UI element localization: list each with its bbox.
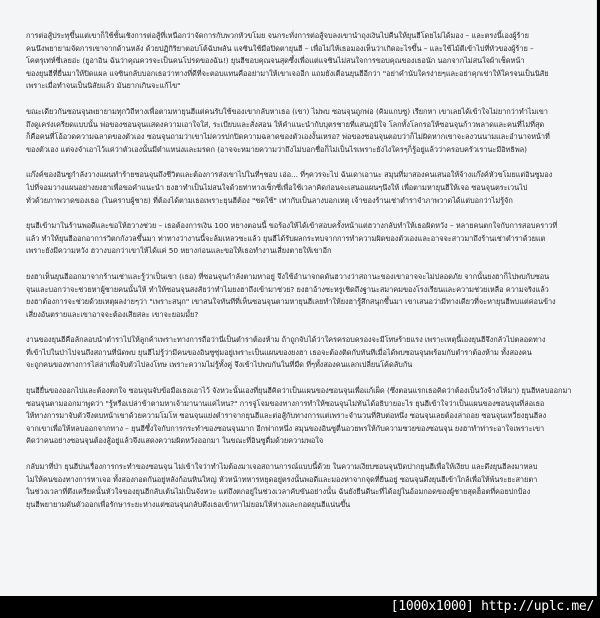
- text-line: ขณะเดียวกันซอนจุนพยายามทุกวิถีทางเพื่อตามหายุนฮีแต่คนรับใช้ของเขากลับหาเธอ (เขา) ไม่พบ ซอนจุนถูกพ่อ (คิมแกบซู) เรียกหา เขาเลยได้เข้าใจไม่ยากว่าทำไมเขา: [26, 106, 548, 116]
- text-line: คนนึงพยายามจัดการเขาจากด้านหลัง ด้วยปฏิกิริยาตอบโต้ฉับพลัน แจซินใช้มือปิดตายุนฮี – เพื่อไม่ให้เธอมองเห็นว่าเกิดอะไรขึ้น – และใช้ไม้ตีเข้าไปที่หัวของผู้ร้าย –: [26, 43, 534, 53]
- text-line: กลับมาที่ป่า ยุนฮีบ่นเรื่องการกระทำของซอนจุน ไม่เข้าใจว่าทำไมต้องมาเจอสถานการณ์แบบนี้ด้วย ในความเงียบซอนจุนปิดปากยุนฮีเพื่อให้เงียบ และดึงยุนฮีลงมาหลบ: [26, 462, 538, 472]
- paragraph-7: [26, 385, 582, 448]
- text-line: แล้ว ทำให้ยุนฮีออกอาการวิตกกังวลขึ้นมา ท่าทางว่างานนี้จะล้มเหลวซะแล้ว ยุนฮีได้รับผลกระทบจากการทำความผิดของตัวเองและอาจจะสาวมาถึงร้านเช่าตำราด้วยแต: [26, 233, 546, 243]
- text-line: งานของยุนฮีคือลักลอบนำตำราไปให้ลูกค้าเพราะทางการถือว่านี่เป็นตำราต้องห้าม ถ้าถูกจับได้ว่าใครครอบครองจะมีโทษร้ายแรง เพราะเหตุนี้เองยุนฮีจึงกลัวไปตลอดทาง: [26, 335, 546, 345]
- text-line: ทั่วด้วยภาพวาดของเธอ (ในคราบผู้ชาย) ที่ต้องได้ตามเธอเพราะยุนฮีต้อง "ชดใช้" เท่ากับเป็นลางบอกเหตุ เจ้าของร้านเช่าตำราจำภาพวาดได้แต่บอกว่าไม่รู้จัก: [26, 195, 513, 205]
- text-line: ยุนฮีเข้ามาในร้านพอดีและขอให้ฮวางช่วย – เธอต้องการเงิน 100 หยางตอนนี้ ขอร้องให้ได้เข้าสอบครั้งหน้าแต่ฮวางกลับทำให้เธอผิดหวัง – หลายคนตกใจกับการสอบคราวที่: [26, 221, 558, 231]
- paragraph-8: [26, 461, 582, 511]
- paragraph-1: [26, 30, 582, 93]
- text-line: ยงฮาเห็นยุนฮีออกมาจากร้านเช่าและรู้ว่าเป็นเขา (เธอ) ที่ซอนจุนกำลังตามหาอยู่ จึงใช้อำนาจกดดันฮวางว่าสถานะของเขาอาจจะไม่ปลอดภัย จากนั้นยงฮาก็ไปพบกับซอน: [26, 271, 550, 281]
- text-line: เพราะเมื่อทำจนเป็นนิสัยแล้ว มันยากเกินจะแก้ไข": [26, 81, 181, 91]
- text-line: จากเขาเพื่อให้หลบออกจากทาง – ยุนฮีซึ้งใจกับการกระทำของซอนจุนมาก อีกฟากหนึ่ง สมุนของอินซูตื่นอวยพรให้กับความซวยของซอนจุน ยงฮาทำท่าระอาใจเพราะเขา: [26, 423, 545, 433]
- text-line: ของตัวเอง แต่จงจำเอาไว้แค่ว่าตัวเองนั้นมีตำแหน่งและมรดก (อาจจะหมายความว่าถึงไม่บอกชื่อก็ไม่เป็นไรเพราะยังไงใครๆก็รู้อยู่แล้วว่าครอบครัวเรานะมีอิทธิพล): [26, 144, 527, 154]
- text-line: ยุนฮียื่นของออกไปและต้องตกใจ ซอนจุนจับข้อมือเธอเอาไว้ จังหวะนั้นเองที่ยุนฮีคิดว่าเป็นแผนของซอนจุนเพื่อแก้เผ็ด (ซึ่งตอนแรกเธอคิดว่าต้องเป็นวังจ้างให้มา) ยุนฮีหลบออกมา: [26, 386, 572, 396]
- text-line: ไปที่จอมวางแผนอย่างยงฮาเพื่อขอคำแนะนำ ยงฮาทำเป็นไม่สนใจด้วยท่าทางเซ็กซี่เพื่อใช้เวลาคิดก่อนจะเสนอแผนๆนึงให้ เพื่อตามหายุนฮีให้เจอ ซอนจุนตระเวนไป: [26, 182, 528, 192]
- text-line: ก็คือคนที่โอ้อวดความฉลาดของตัวเอง ซอนจุนถามว่าเขาไม่ควรปกปิดความฉลาดของตัวเองงั้นเหรอ? พ่อของซอนจุนตอบว่าก็ไม่ผิดหากเขาจะลงวนนามและอำนาจหน้าที่: [26, 132, 550, 142]
- text-line: แก๊งค์ของอินซูกำลังวางแผนทำร้ายซอนจุนถึงชีวิตและต้องการส่งเขาไปในที่ๆชอบ เอ่อ... ที่ๆควรจะไป ฉันเดาเอานะ สมุนที่มาสองคนเสนอให้จ้างแก๊งค์หัวขโมยแต่อินซูมอง: [26, 170, 553, 180]
- paragraph-4: [26, 220, 582, 258]
- text-line: จะถูกคนของทางการไล่ล่าเพื่อจับตัวไปลงโทษ เพราะความไม่รู้ทั้งคู่ จึงเข้าไปพบกันในที่มืด ที่ๆทั้งสองคนแลกเปลี่ยนโค้ดลับกัน: [26, 360, 413, 370]
- text-line: ถึงดูเคร่งเครียดแบบนั้น พ่อของซอนจุนแสดงความเอาใจใส่, ระเบียบและสั่งสอน ให้คำแนะนำกับบุตรชายที่แสนภูมิใจ โลกทั้งโลกรอให้ซอนจุนก้าวพลาดและคนที่ไม่ที่สุด: [26, 119, 545, 129]
- text-line: ยุนฮีพยายามดันตัวออกเพื่อรักษาระยะห่างแต่ซอนจุนกลับดึงเธอเข้าหาไม่ยอมให้ห่างและกอดยุนฮีแน่นขึ้น: [26, 499, 351, 509]
- text-line: คิดว่าคนอย่างซอนจุนต้องสู้อยู่แล้วจึงแสดงความผิดหวังออกมา ในขณะที่อินซูดื่มด้วยความพอใจ: [26, 436, 324, 446]
- paragraph-6: [26, 334, 582, 372]
- text-line: ของยุนฮีที่ยื่นมาให้ปิดแผล แจซินกลับบอกเธอว่าทางที่ดีที่จะตอบแทนคืออย่ามาให้เขาเจออีก แถมยังเตือนยุนฮีอีกว่า "อย่าคำนับใครง่ายๆและอย่าคุกเข่าให้ใครจนเป็นนิสัย: [26, 68, 549, 78]
- document-body: [26, 30, 582, 524]
- text-line: โคตรุเท่ห์ซี่เลยอ่ะ (ยูอาอิน ฉันว่าคุณควรจะเป็นคนโปรดของฉัน!) ยุนฮีขอบคุณจนสุดซึ้งเพื่อแต่แจซินไม่สนใจการขอบคุณของเธอนัก นอกจากไม่สนใจผ้าเช็ดหน้า: [26, 56, 525, 66]
- text-line: เพราะยังมีความหวัง ฮวางบอกว่าเขาให้ได้แค่ 50 หยางก่อนและขอให้เธอทำงานเสี่ยงตายให้เขาอีก: [26, 246, 332, 256]
- text-line: จุนและบอกว่าจะช่วยหาผู้ชายคนนั้นให้ ทำให้ซอนจุนสงสัยว่าทำไมยงฮาถึงเข้ามาช่วย? ยงฮาอ้างซะหรูเชิดถึงฐานะสมาคมของโรงเรียนและความช่วยเหลือ ความจริงแล้ว: [26, 284, 549, 294]
- text-line: การต่อสู้ประทุขึ้นแต่เขาก็ใช้ชั้นเชิงการต่อสู้ที่เหนือกว่าจัดการกับพวกหัวขโมย จนกระทั่งการต่อสู้จบลงเขานำถุงเงินไปคืนให้ยุนฮีโดยไม่ได้มอง – และตรงนี้เองผู้ร้าย: [26, 31, 529, 40]
- image-host-footer: [0, 596, 600, 618]
- text-line: ที่เข้าไปในป่าไปจนถึงสถานที่นัดพบ ยุนฮีไม่รู้ว่ามีคนของอินซูซุ่มอยู่เพราะเป็นแผนของยงฮา เธอจะต้องติดกับทันทีเมื่อได้พบซอนจุนพร้อมกับตำราต้องห้าม ทั้งสองคน: [26, 347, 532, 357]
- text-line: ให้ทางการมาจับตัวจึงตบหน้าเขาด้วยความโมโห ซอนจุนแย่งตำราจากยุนฮีและต่อสู้กับทางการแต่เพราะจำนวนที่สิบต่อหนึ่ง ซอนจุนเลยต้องล่าถอย ซอนจุนเหวี่ยงยุนฮีลง: [26, 411, 547, 421]
- paragraph-5: [26, 271, 582, 321]
- text-line: ยงฮาต้องการจะช่วยด้วยเหตุผลง่ายๆว่า "เพราะสนุก" เขาสนใจทันทีที่เห็นซอนจุนตามหายุนฮีเลยทำให้ยงฮารู้สึกสนุกขึ้นมา เขาเสนอว่ามีทางเดียวที่จะหายุนฮีพบแต่ค่อนข้าง: [26, 297, 556, 307]
- text-line: ในช่วงเวลาที่ตึงเครียดนั้นหัวใจของยุนฮีกลับเต้นไม่เป็นจังหวะ แต่ถึงตกอยู่ในช่วงเวลาคับขันอย่างนั้น ฉันยังยืนดีนะที่ได้อยู่ในอ้อมกอดของผู้ชายสุดฮ็อตที่คอยปกป้อง: [26, 487, 531, 497]
- paragraph-2: [26, 106, 582, 156]
- text-line: ไม่ให้คนของทางการหาเจอ ทั้งสองกอดกันอยู่หลังก้อนหินใหญ่ หัวหน้าทหารหยุดอยู่ตรงนั้นพอดีและมองหาจากจุดที่ยืนอยู่ ซอนจุนดึงยุนฮีเข้าใกล้เพื่อให้พ้นระยะสายตา: [26, 474, 538, 484]
- watermark-label: [1000x1000] http://uplc.me/: [390, 599, 594, 614]
- text-line: ซอนจุนตามออกมาพูดว่า "รู้หรือเปล่าข้าตามหาเจ้ามานานแค่ไหน?" การจู่โจมของทางการทำให้ซอนจุนไม่ทันได้อธิบายอะไร ยุนฮีเข้าใจว่าเป็นแผนของซอนจุนที่ล่อเธอ: [26, 398, 545, 408]
- text-line: เสี่ยงอันตรายและเขาอาจจะต้องเสียสละ เขาจะยอมมั้ย?: [26, 309, 199, 319]
- paragraph-3: [26, 169, 582, 207]
